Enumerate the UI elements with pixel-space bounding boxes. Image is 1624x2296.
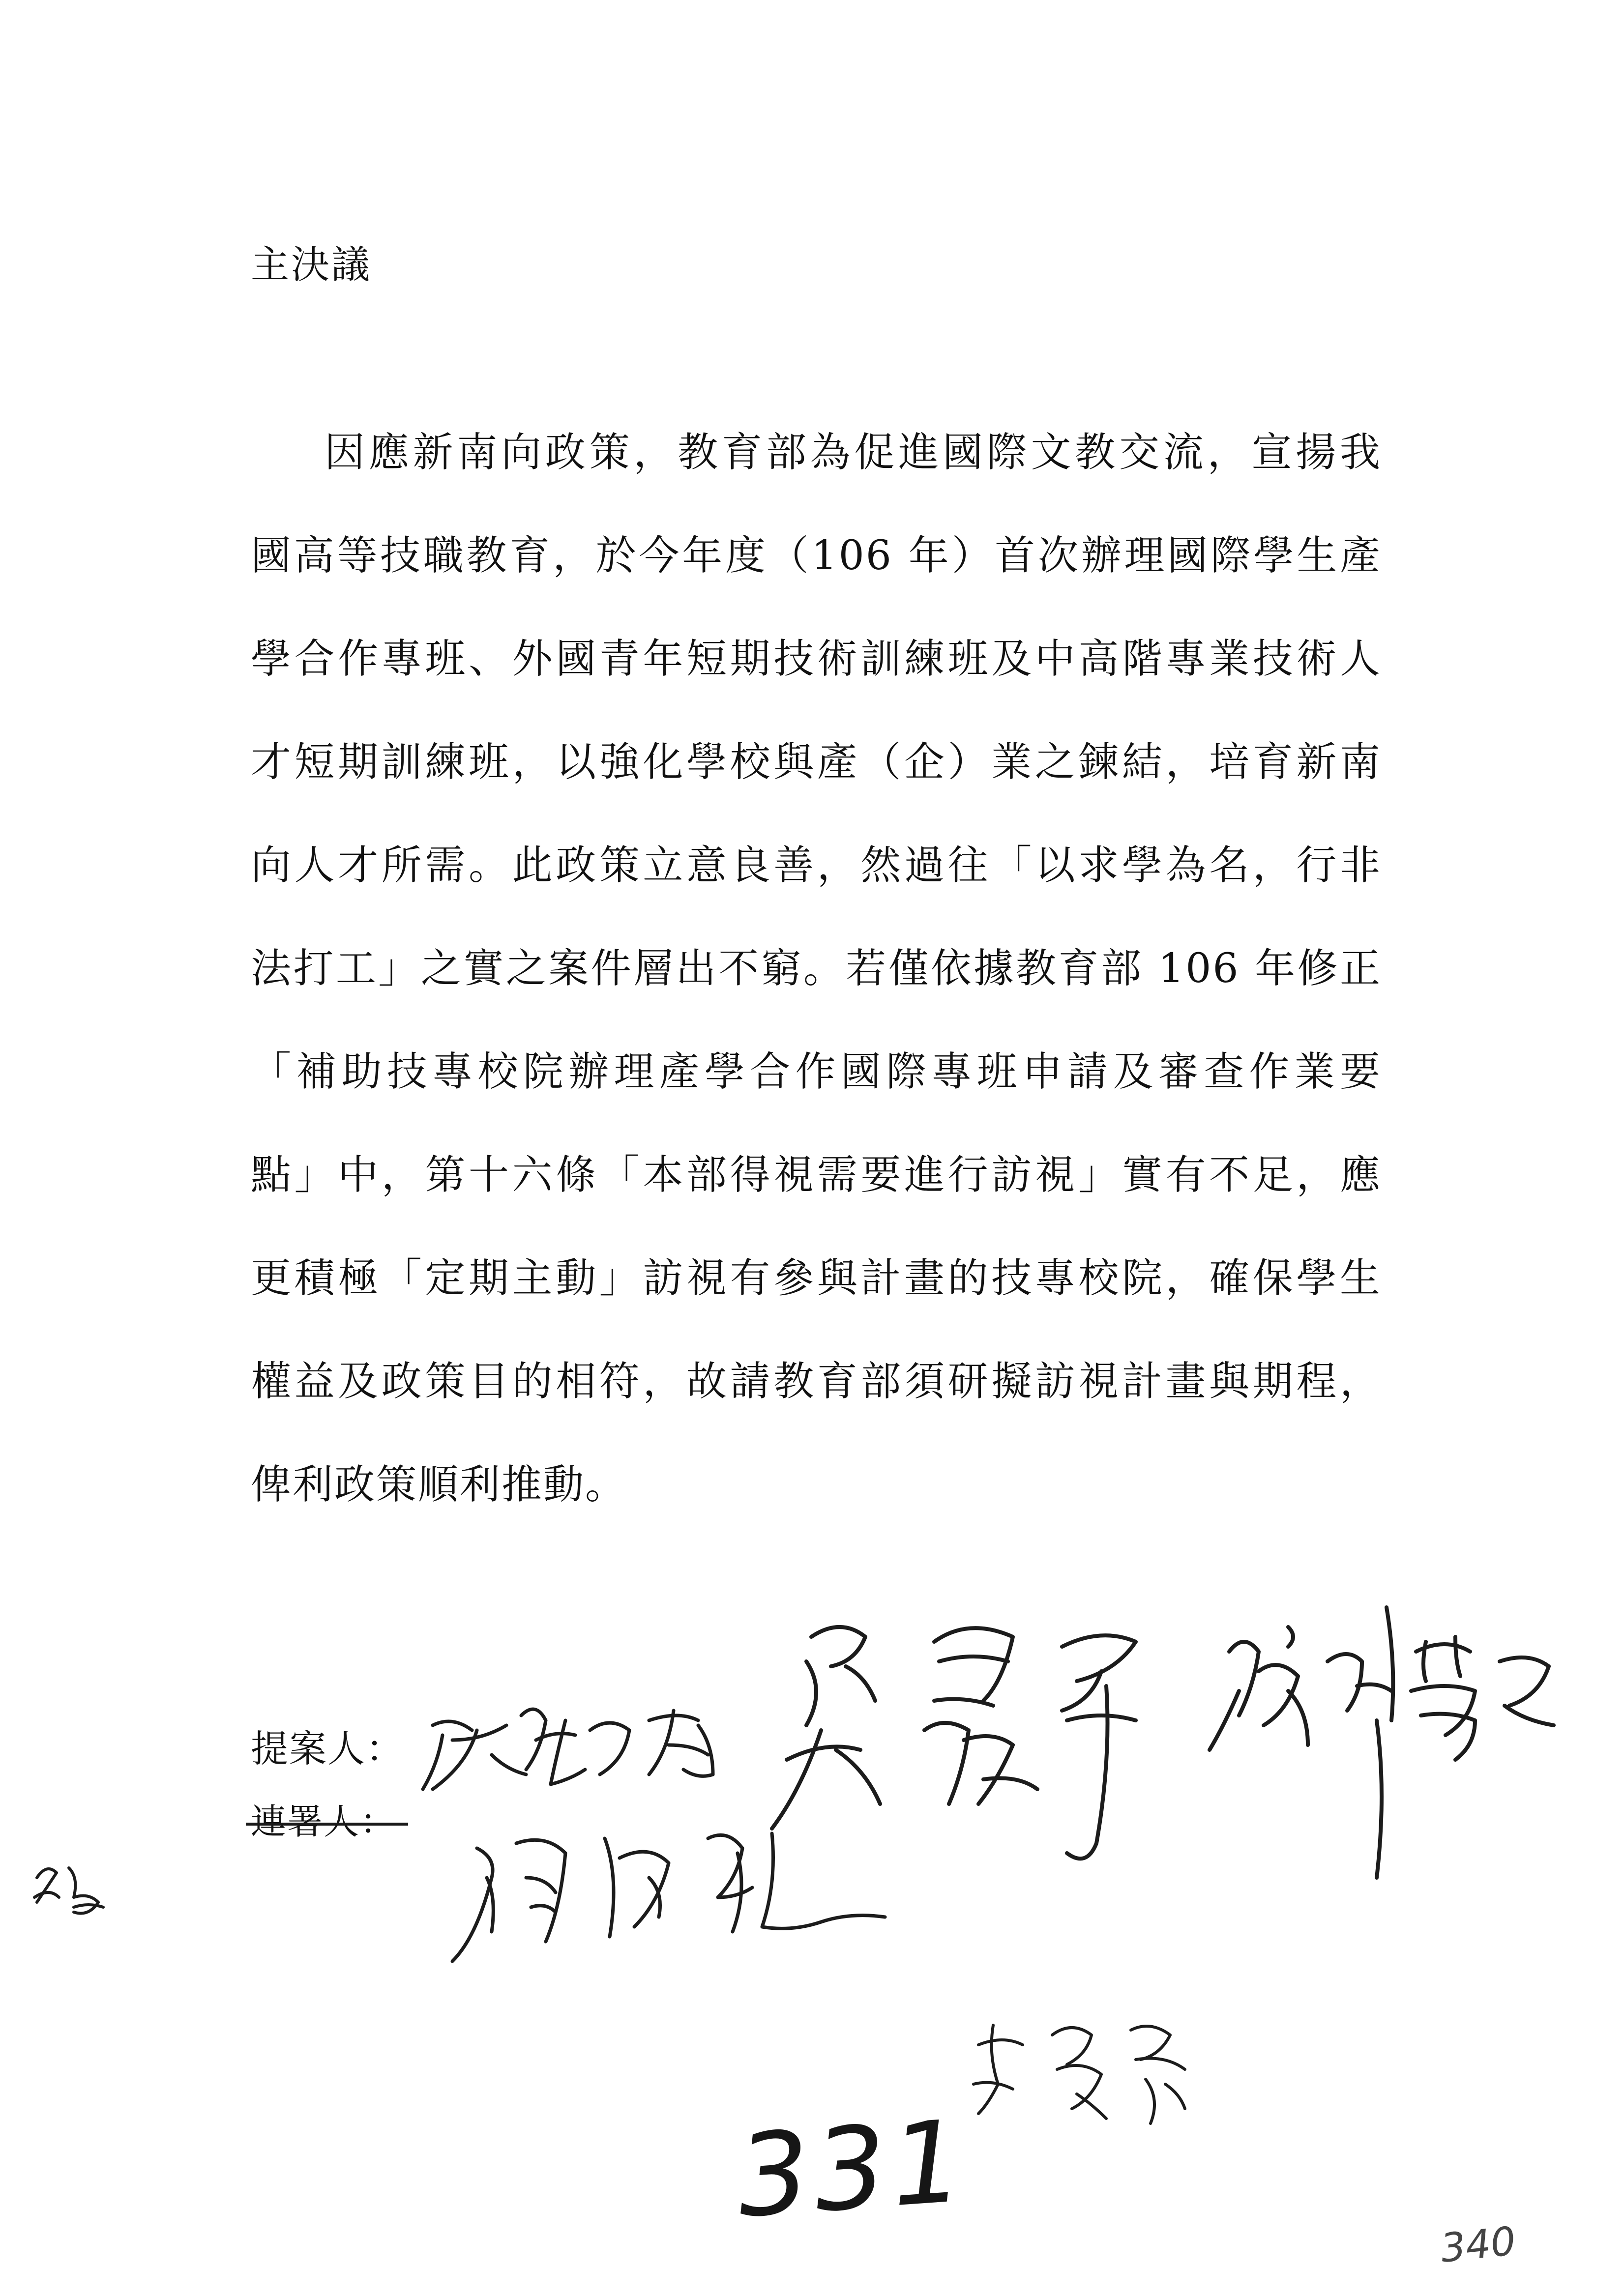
handwritten-page-number: 331 (733, 2095, 973, 2243)
paragraph-line: 才短期訓練班，以強化學校與產（企）業之鍊結，培育新南 (251, 739, 1382, 785)
margin-handwriting (34, 1868, 103, 1914)
paragraph-line: 俾利政策順利推動。 (251, 1461, 627, 1508)
cosigner-signature-third (974, 2025, 1185, 2123)
cosigner-label (251, 1801, 397, 1842)
strikethrough-mark (246, 1823, 408, 1826)
cosigner-signature-second (452, 1833, 885, 1961)
cosigner-signature-large (772, 1607, 1554, 1878)
paragraph-line: 點」中，第十六條「本部得視需要進行訪視」實有不足，應 (251, 1152, 1382, 1198)
paragraph-line: 學合作專班、外國青年短期技術訓練班及中高階專業技術人 (251, 636, 1382, 682)
paragraph-line: 向人才所需。此政策立意良善，然過往「以求學為名，行非 (251, 842, 1382, 889)
proposer-signature (423, 1709, 713, 1789)
paragraph-line: 因應新南向政策，教育部為促進國際文教交流，宣揚我 (325, 429, 1382, 476)
paragraph-line: 更積極「定期主動」訪視有參與計畫的技專校院，確保學生 (251, 1255, 1382, 1302)
paragraph-line: 權益及政策目的相符，故請教育部須研擬訪視計畫與期程， (251, 1358, 1382, 1405)
proposer-label: 提案人： (251, 1727, 404, 1771)
paragraph-line: 國高等技職教育，於今年度（106 年）首次辦理國際學生產 (251, 532, 1382, 579)
corner-page-number: 340 (1438, 2218, 1518, 2271)
paragraph-line: 法打工」之實之案件層出不窮。若僅依據教育部 106 年修正 (251, 945, 1382, 992)
cosigner-label-text: 連署人： (251, 1801, 397, 1842)
motion-paragraph (251, 429, 1382, 1568)
paragraph-line: 「補助技專校院辦理產學合作國際專班申請及審查作業要 (251, 1048, 1382, 1095)
document-heading: 主決議 (251, 243, 372, 287)
